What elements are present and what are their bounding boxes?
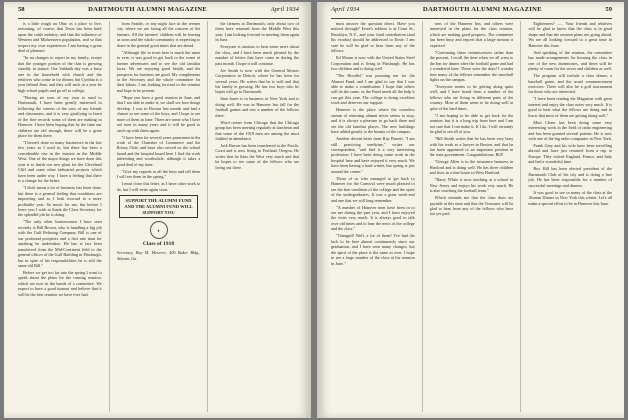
paragraph: "Changed! Well, a lot of them! I've had the luck to be here almost continuously since our graduation, and I have seen many changes, but the spirit of the place is the same as ever. I hope to see a large number of the class at the reunion in June." bbox=[331, 233, 415, 266]
paragraph: "I haven't done so many businesses in the last few years as I used to, but there has been a considerable rise in the interest in the Middle West. One of the major things we have done this year is to finish our new plant for the Cleveland Cliff and some other industrial projects which have been under way. I have a feeling that there is a change for the better. bbox=[18, 140, 102, 184]
paragraph: The program will include a class dinner, a baseball game, and the usual commencement exercises. There will also be a golf tournament for those who are interested. bbox=[528, 73, 613, 95]
paragraph: "I don't mean a lot of business has been done, but there is a general feeling that conditions are improving and so I look forward to a more profitable year. So much for me, but before I leave you I wish to thank the Class Secretary for the splendid job he is doing. bbox=[18, 185, 102, 218]
paragraph: Before we get too far into the spring I want to speak about the plans for the coming reunion, which are now in the hands of a committee. We expect to have a good turnout and believe that it will be the best reunion we have ever had. bbox=[18, 269, 102, 297]
paragraph: from Seattle, or any night face in the reenter city, where we are losing all the concern of the farmers. All the farmers' children will be leaving us soon and the whole community is expecting to share in the general good times that are ahead. bbox=[116, 21, 201, 48]
paragraph: Roy Hill has been elected president of the Dartmouth Club of his city and is doing a fine job. He has been responsible for a number of successful meetings and dinners. bbox=[528, 166, 613, 188]
paragraph: "Bill Smith writes that he has been very busy with his work as a lawyer in Boston, and that he has been appointed to an important position in the state government. Congratulations, Bill! bbox=[429, 136, 514, 158]
paragraph: "Having no sons of my own to send to Dartmouth, I have been greatly interested in following the careers of the sons of my friends and classmates, and it is very gratifying to learn of the fine records some of them are making in Hanover. I have been hoping that by the time our children are old enough, there will be a great place for them there. bbox=[18, 94, 102, 139]
column-divider bbox=[422, 21, 423, 412]
paragraph: Hanover is the place where the ceaseless stream of returning alumni never seems to stop, and it is always a pleasure to go back there and see the old familiar places. The new buildings have added greatly to the beauty of the campus. bbox=[331, 107, 415, 135]
paragraph: Mort Chase has been doing some very interesting work in the field of radio engineering and has been granted several patents. He is now with one of the big radio companies in New York. bbox=[528, 119, 613, 142]
paragraph: Jack Brown has been transferred to the Pacific Coast and is now living in Portland, Oregon. He writes that he likes the West very much and that he hopes to see some of the fellows who are living out there. bbox=[215, 143, 300, 170]
issue-date: April 1934 bbox=[331, 6, 360, 13]
paragraph: "I have been reading the Magazine with great interest and enjoy the class notes very much. It is good to hear what the fellows are doing and to know that most of them are getting along well." bbox=[528, 96, 613, 118]
right-column-1 bbox=[331, 21, 415, 412]
magazine-spread bbox=[4, 2, 624, 418]
paragraph: "The only other businessmen I have seen recently is Bill Brown, who is handling a big job with the Gulf Refining Company. Bill is one of our profound prospects and a first rate man for anything he undertakes. He has at last been transferred from the Mid-Continent field to the general offices of the Gulf Building in Pittsburgh, but in spite of his responsibilities he is still the same old Bill." bbox=[18, 219, 102, 268]
paragraph: the farmers at Dartmouth, only about two of them have returned from the Middle West this year. I am looking forward to meeting them again in June. bbox=[215, 21, 300, 43]
paragraph: "In no changes to report in my family, except that the younger portion of the clan is growing steadily in stature. Our Sabbath day was a busy one in the household with church and the relatives who come in for dinner, but Cynthia is a year behind Jean, and they will each in a year be high school pupils and go off to college. bbox=[18, 55, 102, 93]
magazine-title: DARTMOUTH ALUMNI MAGAZINE bbox=[422, 6, 542, 13]
paragraph: I must close this letter, as I have other work to do, but I will write again soon. bbox=[116, 181, 201, 192]
paragraph: Joe Smith is now with the General Motors Corporation in Detroit, where he has been for several years. He writes that he is well and that his family is growing. He has two boys who he hopes will go to Dartmouth. bbox=[215, 67, 300, 95]
class-seal-icon: ♦ bbox=[150, 221, 168, 239]
right-page bbox=[317, 2, 624, 418]
class-secretary-line: Secretary, Ray M. Meserve, 406 Baker Bldg., Atlanta, Ga. bbox=[116, 250, 201, 261]
paragraph: It was good to see so many of the class at the Alumni Dinner in New York this winter. Let's all make a special effort to be in Hanover this June. bbox=[528, 189, 613, 206]
column-divider bbox=[207, 21, 208, 412]
right-column-3 bbox=[528, 21, 612, 412]
paragraph: Which reminds me that the class dues are payable at this time and that the Treasurer will be glad to hear from any of the fellows who have not yet paid. bbox=[429, 195, 514, 217]
paragraph: "I have been for several years prominent in the work of the Chamber of Commerce and the Rotary Club, and have also served on the school board and the hospital board here. I find the work interesting and worthwhile, although it takes a good deal of my time. bbox=[116, 134, 201, 167]
paragraph: "The Hoodlet" was pursuing me for the Alumni Fund, and I am glad to say that I was able to make a contribution. I hope that others will do the same, as the Fund needs all the help it can get this year. The college is doing excellent work and deserves our support. bbox=[331, 73, 415, 106]
paragraph: is a little rough on Ohio as a place to live, reasoning, of course, that Texas has been built upon the cattle industry, and that the influence of Western and Midwestern population, and so that respect my own experiences I am having a great deal of pleasure. bbox=[18, 21, 102, 54]
paragraph: And speaking of the reunion, the committee has made arrangements for housing the class in one of the new dormitories, and there will be plenty of room for the wives and children as well. bbox=[528, 49, 613, 72]
column-divider bbox=[520, 21, 521, 412]
paragraph: Another decent letter from Ray Barrett. "I am still practicing medicine," writes our correspondent, "and find it a very interesting profession. I have been doing some work in the hospital here and have enjoyed it very much. We have been having a hard winter, but spring is just around the corner." bbox=[331, 136, 415, 174]
paragraph: "I am hoping to be able to get back for the reunion, but it is a long trip from here and I am not sure that I can make it. If I do, I will certainly be glad to see all of you. bbox=[429, 112, 514, 135]
right-page-columns bbox=[331, 21, 612, 412]
paragraph: Ed Moran is now with the United States Steel Corporation and is living in Pittsburgh. He has two children and is doing well. bbox=[331, 55, 415, 72]
paragraph: Word comes from Chicago that the Chicago group has been meeting regularly at luncheon and that some of the 1918 men are among the most faithful in attendance. bbox=[215, 119, 300, 142]
paragraph: "A number of Hanover men have been in to see me during the past year, and I have enjoyed the visits very much. It is always good to talk over old times and to hear the news of the college and the class." bbox=[331, 204, 415, 232]
paragraph: "Everyone seems to be getting along quite well, and I have heard from a number of the fellows who are living in different parts of the country. Most of them seem to be doing well in spite of the hard times. bbox=[429, 83, 514, 111]
column-divider bbox=[109, 21, 110, 412]
paragraph: "George Allen is in the insurance business in Hartford and is doing well. He has three children and lives in a fine house in West Hartford. bbox=[429, 159, 514, 176]
paragraph: "Harry White is now teaching at a school in New Jersey and enjoys his work very much. He is also coaching the football team." bbox=[429, 177, 514, 194]
left-column-1 bbox=[18, 21, 102, 412]
left-column-3 bbox=[215, 21, 299, 412]
paragraph: "Give my regards to all the boys and tell them I will see them in the spring." bbox=[116, 168, 201, 180]
issue-date: April 1934 bbox=[270, 6, 299, 13]
magazine-title: DARTMOUTH ALUMNI MAGAZINE bbox=[88, 6, 208, 13]
paragraph: "Hope you have a good reunion in June, and that I am able to make it; we shall see how things develop. I was in Boston last month and had a chance to see some of the boys, and I hope to see more of them in June. There are some who I have not seen in many years and it will be good to catch up with them again. bbox=[116, 94, 201, 133]
left-page bbox=[4, 2, 311, 418]
paragraph: Everyone is anxious to hear some news about the class, and I have been much pleased by the number of letters that have come in during the past month. I hope it will continue. bbox=[215, 44, 300, 66]
left-column-2 bbox=[117, 21, 201, 412]
support-alumni-fund-box: SUPPORT THE ALUMNI FUND AND THE ALUMNI FUND WILL SUPPORT YOU bbox=[119, 195, 199, 218]
page-number: 59 bbox=[605, 6, 612, 13]
paragraph: must answer the question direct. Have you noticed through? Ernie's address is at Court St., Brooklyn, N.Y., and your fund contribution (and his exodus) should be addressed to Ernie. I am sure he will be glad to hear from any of the fellows. bbox=[331, 21, 415, 54]
paragraph: Frank Gray and his wife have been travelling abroad and have just returned from a trip to Europe. They visited England, France, and Italy and had a wonderful time. bbox=[528, 143, 613, 165]
page-number: 58 bbox=[18, 6, 25, 13]
paragraph: Those of us who managed to get back to Hanover for the Carnival were much pleased to see the fine condition of the college and the spirit of the undergraduates. It was a great week-end and one that we will long remember. bbox=[331, 175, 415, 203]
paragraph: Sam Jones is in business in New York and is doing well. He was in Hanover last fall for the football games and saw a number of the fellows there. bbox=[215, 96, 300, 118]
paragraph: "Although life in town here is much the same as ever, it was good to get back to the scene of former adventures and to see the old familiar faces. We are enjoying good health, and the prospects for business are good. My compliments to the Secretary and the whole committee for their labors. I am looking forward to the reunion and hope to be present. bbox=[116, 49, 201, 93]
class-section-title: Class of 1918 bbox=[142, 241, 175, 248]
right-page-header bbox=[331, 6, 612, 19]
paragraph: ness of the Hanover Inn, and others were interested in the plans for the class reunion, which are making good progress. The committee has been busy and reports that a large turnout is expected. bbox=[429, 21, 514, 48]
paragraph: "Continuing these reminiscences rather than the present, I recall the time when we all went to the Inn for dinner after the football game and had a wonderful time. Those were the days! I wonder how many of the fellows remember the snowball fights on the campus. bbox=[429, 49, 514, 83]
left-page-columns bbox=[18, 21, 299, 412]
paragraph: Eighteeners? ...... Your friends and relatives will be glad to know that the class is in good shape and that the reunion plans are going ahead. We are all looking forward to a great time in Hanover this June. bbox=[528, 21, 613, 48]
left-page-header bbox=[18, 6, 299, 19]
right-column-2 bbox=[430, 21, 514, 412]
